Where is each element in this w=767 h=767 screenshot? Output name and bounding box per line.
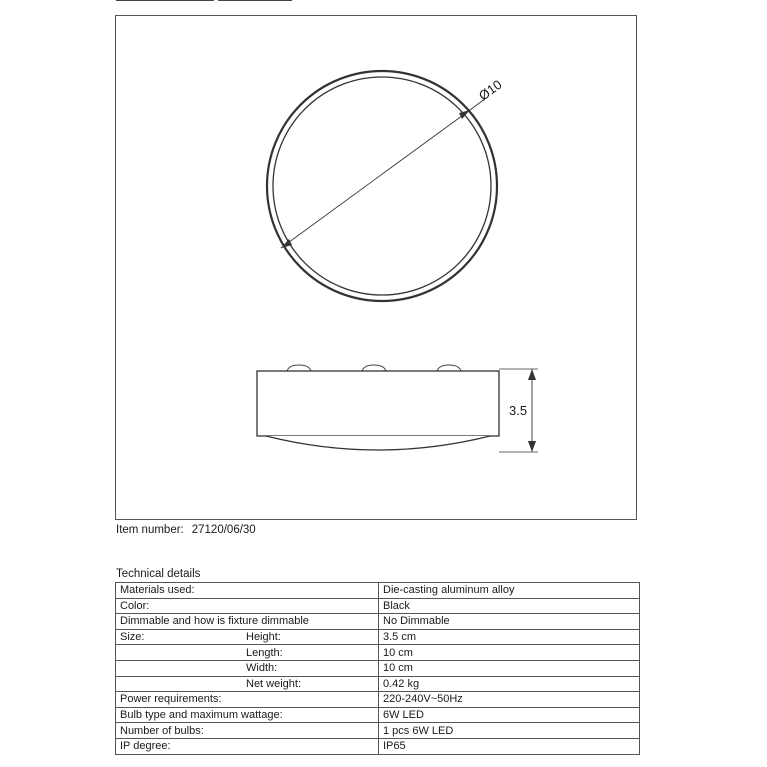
header-rule-left <box>116 0 214 1</box>
height-label: 3.5 <box>509 403 528 418</box>
row-value: 10 cm <box>379 660 640 676</box>
diameter-label: Ø10 <box>475 76 505 104</box>
row-label-text: Size: <box>120 631 145 644</box>
technical-drawing-frame <box>115 15 637 520</box>
table-row <box>116 723 640 739</box>
row-value: 1 pcs 6W LED <box>379 723 640 739</box>
row-value: 220-240V~50Hz <box>379 692 640 708</box>
clip-left <box>287 365 311 371</box>
row-label-text: Power requirements: <box>120 693 222 706</box>
row-label-text: IP degree: <box>120 740 171 753</box>
table-row <box>116 583 640 599</box>
table-row <box>116 676 640 692</box>
row-label <box>116 629 379 645</box>
row-label <box>116 645 379 661</box>
row-label <box>116 723 379 739</box>
diameter-line <box>281 110 470 248</box>
row-sub-label: Net weight: <box>246 677 302 690</box>
row-label <box>116 676 379 692</box>
row-value: 10 cm <box>379 645 640 661</box>
table-row <box>116 707 640 723</box>
row-value: No Dimmable <box>379 614 640 630</box>
inner-ring <box>273 77 491 295</box>
table-row <box>116 645 640 661</box>
technical-details-table <box>115 582 640 755</box>
row-value: Black <box>379 598 640 614</box>
side-view <box>257 365 538 452</box>
header-rule-right <box>218 0 292 1</box>
row-label-text: Materials used: <box>120 584 195 597</box>
diffuser-dome <box>266 436 490 450</box>
table-row <box>116 738 640 754</box>
row-label-text: Color: <box>120 599 150 612</box>
row-sub-label: Height: <box>246 631 281 644</box>
row-value: IP65 <box>379 738 640 754</box>
row-sub-label: Length: <box>246 646 283 659</box>
row-value: 0.42 kg <box>379 676 640 692</box>
row-label-text: Number of bulbs: <box>120 724 204 737</box>
row-label <box>116 598 379 614</box>
row-label <box>116 707 379 723</box>
height-arrow-bottom <box>528 441 536 452</box>
row-label <box>116 583 379 599</box>
row-value: 3.5 cm <box>379 629 640 645</box>
row-label <box>116 738 379 754</box>
technical-details-heading: Technical details <box>116 568 201 580</box>
clip-center <box>362 365 386 371</box>
item-number-value: 27120/06/30 <box>191 524 256 536</box>
table-row <box>116 692 640 708</box>
top-view <box>267 71 505 301</box>
outer-ring <box>267 71 497 301</box>
table-row <box>116 660 640 676</box>
row-label-text: Bulb type and maximum wattage: <box>120 709 283 722</box>
row-value: Die-casting aluminum alloy <box>379 583 640 599</box>
item-number <box>116 524 256 536</box>
table-row <box>116 598 640 614</box>
table-row <box>116 629 640 645</box>
technical-drawing <box>116 16 638 521</box>
row-label-text: Dimmable and how is fixture dimmable <box>120 615 309 628</box>
row-label <box>116 660 379 676</box>
item-number-label: Item number: <box>116 524 184 536</box>
fixture-body <box>257 371 499 436</box>
row-label <box>116 614 379 630</box>
row-value: 6W LED <box>379 707 640 723</box>
row-sub-label: Width: <box>246 662 278 675</box>
row-label <box>116 692 379 708</box>
height-arrow-top <box>528 369 536 380</box>
clip-right <box>437 365 461 371</box>
table-row <box>116 614 640 630</box>
